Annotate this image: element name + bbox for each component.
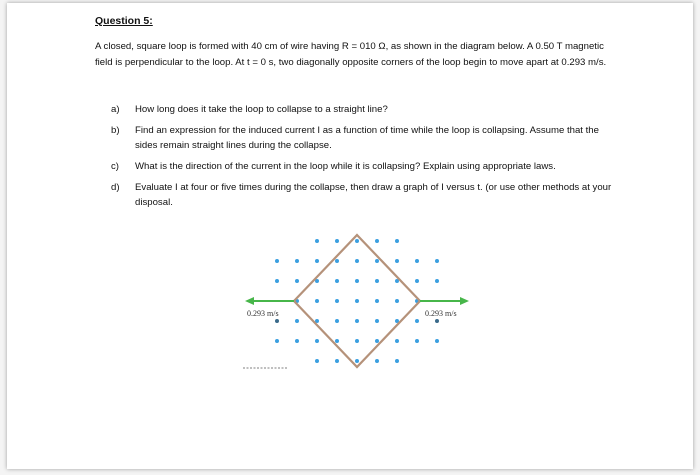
question-part-b xyxy=(111,123,621,153)
field-dot-icon xyxy=(335,319,339,323)
field-dot-icon xyxy=(415,319,419,323)
field-dot-icon xyxy=(335,259,339,263)
question-part-d xyxy=(111,180,621,210)
right-velocity-arrow xyxy=(420,297,469,305)
part-text: Find an expression for the induced current I as a function of time while the loop is collapsing. Assume that the sides remain straight lines during the collapse. xyxy=(135,125,599,151)
field-dot-icon xyxy=(315,339,319,343)
field-dot-icon xyxy=(355,259,359,263)
field-dot-icon xyxy=(315,239,319,243)
field-dot-icon xyxy=(295,339,299,343)
question-title: Question 5: xyxy=(95,15,153,27)
question-part-a xyxy=(111,102,621,117)
field-dot-icon xyxy=(275,259,279,263)
field-dot-icon xyxy=(335,279,339,283)
field-dot-icon xyxy=(375,319,379,323)
field-dot-icon xyxy=(335,299,339,303)
field-dot-icon xyxy=(295,279,299,283)
right-velocity-label: 0.293 m/s xyxy=(425,309,457,318)
question-parts-list xyxy=(111,102,621,216)
field-dot-icon xyxy=(435,319,439,323)
field-dot-icon xyxy=(375,279,379,283)
field-dot-icon xyxy=(395,339,399,343)
loop-diagram xyxy=(235,231,479,377)
field-dot-icon xyxy=(375,299,379,303)
field-dot-icon xyxy=(315,359,319,363)
field-dot-icon xyxy=(315,259,319,263)
field-dot-icon xyxy=(335,339,339,343)
field-dot-icon xyxy=(315,299,319,303)
part-letter: a) xyxy=(111,104,120,115)
field-dot-icon xyxy=(375,239,379,243)
field-dot-icon xyxy=(295,319,299,323)
field-dot-icon xyxy=(435,339,439,343)
field-dot-icon xyxy=(355,359,359,363)
left-velocity-arrow xyxy=(245,297,294,305)
field-dot-icon xyxy=(395,299,399,303)
part-letter: b) xyxy=(111,125,120,136)
field-dot-icon xyxy=(335,359,339,363)
magnetic-field-dots xyxy=(275,239,439,363)
field-dot-icon xyxy=(375,339,379,343)
field-dot-icon xyxy=(355,299,359,303)
field-dot-icon xyxy=(335,239,339,243)
part-letter: c) xyxy=(111,161,119,172)
field-dot-icon xyxy=(275,279,279,283)
field-dot-icon xyxy=(415,279,419,283)
part-text: What is the direction of the current in the loop while it is collapsing? Explain using appropriate laws. xyxy=(135,161,556,172)
field-dot-icon xyxy=(275,319,279,323)
document-page xyxy=(7,3,693,469)
field-dot-icon xyxy=(375,259,379,263)
field-dot-icon xyxy=(355,339,359,343)
left-velocity-label: 0.293 m/s xyxy=(247,309,279,318)
field-dot-icon xyxy=(295,259,299,263)
field-dot-icon xyxy=(415,259,419,263)
part-letter: d) xyxy=(111,182,120,193)
field-dot-icon xyxy=(395,259,399,263)
field-dot-icon xyxy=(435,279,439,283)
question-intro: A closed, square loop is formed with 40 cm of wire having R = 010 Ω, as shown in the diagram below. A 0.50 T magnetic field is perpendicular to the loop. At t = 0 s, two diagonally opposite corners of the loop begin to move apart at 0.293 m/s. xyxy=(95,41,607,68)
part-text: Evaluate I at four or five times during the collapse, then draw a graph of I versus t. (or use other methods at your disposal. xyxy=(135,182,612,208)
field-dot-icon xyxy=(415,339,419,343)
field-dot-icon xyxy=(355,319,359,323)
field-dot-icon xyxy=(395,359,399,363)
field-dot-icon xyxy=(355,239,359,243)
arrow-head-icon xyxy=(460,297,469,305)
question-part-c xyxy=(111,159,621,174)
field-dot-icon xyxy=(375,359,379,363)
arrow-head-icon xyxy=(245,297,254,305)
field-dot-icon xyxy=(355,279,359,283)
field-dot-icon xyxy=(395,239,399,243)
part-text: How long does it take the loop to collapse to a straight line? xyxy=(135,104,388,115)
field-dot-icon xyxy=(435,259,439,263)
field-dot-icon xyxy=(275,339,279,343)
